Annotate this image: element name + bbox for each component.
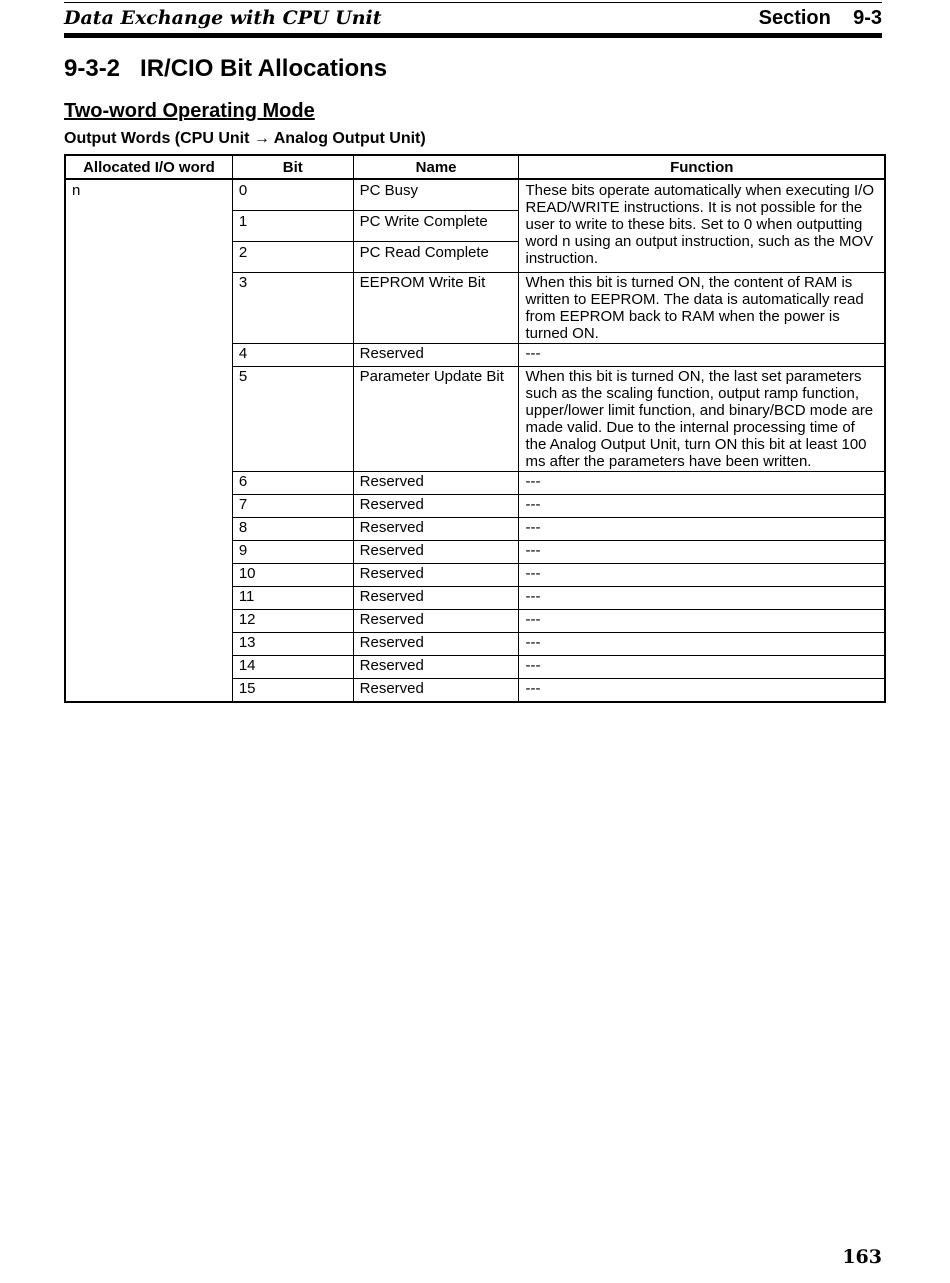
function-cell: --- (519, 518, 885, 541)
bit-cell: 15 (232, 679, 353, 703)
bit-cell: 4 (232, 344, 353, 367)
table-caption: Output Words (CPU Unit → Analog Output Unit) (64, 130, 426, 147)
column-header-allocated-word: Allocated I/O word (65, 155, 232, 179)
name-cell: Reserved (353, 633, 519, 656)
name-cell: Reserved (353, 344, 519, 367)
section-label: Section 9-3 (758, 7, 882, 29)
bit-cell: 9 (232, 541, 353, 564)
name-cell: Reserved (353, 679, 519, 703)
name-cell: Reserved (353, 587, 519, 610)
name-cell: Reserved (353, 495, 519, 518)
section-heading: 9-3-2 IR/CIO Bit Allocations (64, 55, 388, 82)
bit-cell: 10 (232, 564, 353, 587)
page-number: 163 (842, 1246, 882, 1268)
function-cell: --- (519, 610, 885, 633)
bit-cell: 3 (232, 273, 353, 344)
name-cell: Reserved (353, 518, 519, 541)
bit-cell: 12 (232, 610, 353, 633)
function-cell: --- (519, 472, 885, 495)
bit-cell: 8 (232, 518, 353, 541)
table-header-row (65, 155, 885, 179)
name-cell: PC Busy (353, 179, 519, 211)
table-row (65, 179, 885, 211)
header-rule (64, 33, 882, 38)
name-cell: Reserved (353, 656, 519, 679)
function-cell: --- (519, 656, 885, 679)
name-cell: PC Write Complete (353, 211, 519, 242)
name-cell: EEPROM Write Bit (353, 273, 519, 344)
function-cell: When this bit is turned ON, the last set parameters such as the scaling function, output ramp function, upper/lower limit function, and binary/BCD mode are made valid. Due to the internal processing time of the Analog Output Unit, turn ON this bit at least 100 ms after the parameters have been written. (519, 367, 885, 472)
function-cell: When this bit is turned ON, the content of RAM is written to EEPROM. The data is automatically read from EEPROM back to RAM when the power is turned ON. (519, 273, 885, 344)
function-cell: --- (519, 495, 885, 518)
name-cell: Reserved (353, 541, 519, 564)
name-cell: Parameter Update Bit (353, 367, 519, 472)
bit-cell: 2 (232, 242, 353, 273)
function-cell: --- (519, 541, 885, 564)
column-header-bit: Bit (232, 155, 353, 179)
bit-allocation-table (64, 154, 886, 703)
running-header (64, 2, 882, 37)
name-cell: Reserved (353, 564, 519, 587)
column-header-function: Function (519, 155, 885, 179)
bit-cell: 1 (232, 211, 353, 242)
bit-cell: 7 (232, 495, 353, 518)
function-cell: --- (519, 633, 885, 656)
bit-cell: 11 (232, 587, 353, 610)
bit-cell: 6 (232, 472, 353, 495)
column-header-name: Name (353, 155, 519, 179)
bit-cell: 14 (232, 656, 353, 679)
bit-cell: 0 (232, 179, 353, 211)
subsection-heading: Two-word Operating Mode (64, 100, 315, 122)
function-cell: --- (519, 564, 885, 587)
function-cell: --- (519, 679, 885, 703)
bit-cell: 5 (232, 367, 353, 472)
name-cell: PC Read Complete (353, 242, 519, 273)
allocated-word-cell: n (65, 179, 232, 702)
bit-cell: 13 (232, 633, 353, 656)
name-cell: Reserved (353, 610, 519, 633)
function-cell: --- (519, 344, 885, 367)
function-cell: These bits operate automatically when executing I/O READ/WRITE instructions. It is not possible for the user to write to these bits. Set to 0 when outputting word n using an output instruction, such as the MOV instruction. (519, 179, 885, 273)
name-cell: Reserved (353, 472, 519, 495)
function-cell: --- (519, 587, 885, 610)
chapter-title: Data Exchange with CPU Unit (64, 7, 382, 29)
